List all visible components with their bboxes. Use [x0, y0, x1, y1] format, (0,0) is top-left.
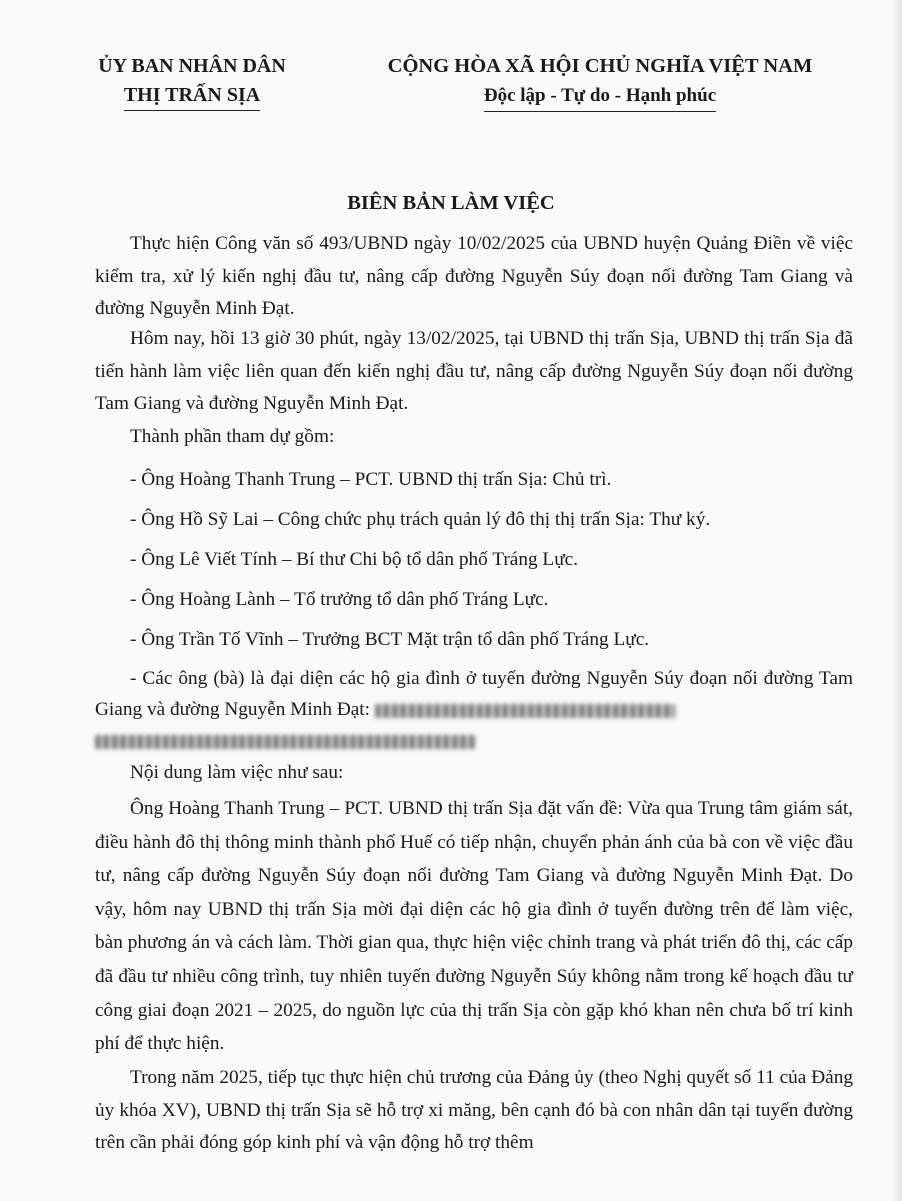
paragraph-1: Thực hiện Công văn số 493/UBND ngày 10/02/2025 của UBND huyện Quảng Điền về việc kiểm tra, xử lý kiến nghị đầu tư, nâng cấp đường Nguyễn Súy đoạn nối đường Tam Giang và đường Nguyễn Minh Đạt. — [95, 233, 853, 319]
agency-line-2: THỊ TRẤN SỊA — [124, 81, 260, 111]
paragraph-4: Trong năm 2025, tiếp tục thực hiện chủ trương của Đảng ủy (theo Nghị quyết số 11 của Đảng ủy khóa XV), UBND thị trấn Sịa sẽ hỗ trợ xi măng, bên cạnh đó bà con nhân dân tại tuyến đường trên cần phải đóng góp kinh phí và vận động hỗ trợ thêm — [95, 1067, 853, 1153]
attendee-households: - Các ông (bà) là đại diện các hộ gia đình ở tuyến đường Nguyễn Súy đoạn nối đường Tam Giang và đường Nguyễn Minh Đạt: — [95, 663, 853, 756]
paragraph-2: Hôm nay, hồi 13 giờ 30 phút, ngày 13/02/2025, tại UBND thị trấn Sịa, UBND thị trấn Sịa đã tiến hành làm việc liên quan đến kiến nghị đầu tư, nâng cấp đường Nguyễn Súy đoạn nối đường Tam Giang và đường Nguyễn Minh Đạt. — [95, 328, 853, 414]
redacted-names-1 — [375, 704, 675, 718]
attendee-5: - Ông Trần Tố Vĩnh – Trưởng BCT Mặt trận tổ dân phố Tráng Lực. — [130, 629, 650, 650]
attendee-1: - Ông Hoàng Thanh Trung – PCT. UBND thị trấn Sịa: Chủ trì. — [130, 469, 612, 490]
redacted-names-2 — [95, 735, 475, 749]
attendee-3: - Ông Lê Viết Tính – Bí thư Chi bộ tổ dân phố Tráng Lực. — [130, 549, 579, 570]
attendee-2: - Ông Hồ Sỹ Lai – Công chức phụ trách quản lý đô thị thị trấn Sịa: Thư ký. — [130, 509, 711, 530]
national-heading — [360, 52, 840, 112]
issuing-agency — [62, 52, 322, 111]
document-title: BIÊN BẢN LÀM VIỆC — [347, 192, 555, 214]
paragraph-3: Ông Hoàng Thanh Trung – PCT. UBND thị trấn Sịa đặt vấn đề: Vừa qua Trung tâm giám sát, điều hành đô thị thông minh thành phố Huế có tiếp nhận, chuyển phản ánh của bà con về việc đầu tư, nâng cấp đường Nguyễn Súy đoạn nối đường Tam Giang và đường Nguyễn Minh Đạt. Do vậy, hôm nay UBND thị trấn Sịa mời đại diện các hộ gia đình ở tuyến đường trên để làm việc, bàn phương án và cách làm. Thời gian qua, thực hiện việc chỉnh trang và phát triển đô thị, các cấp đã đầu tư nhiều công trình, tuy nhiên tuyến đường Nguyễn Súy không nằm trong kế hoạch đầu tư công giai đoạn 2021 – 2025, do nguồn lực của thị trấn Sịa còn gặp khó khan nên chưa bố trí kinh phí để thực hiện. — [95, 798, 853, 1055]
country-name: CỘNG HÒA XÃ HỘI CHỦ NGHĨA VIỆT NAM — [387, 55, 813, 77]
attendees-heading: Thành phần tham dự gồm: — [130, 426, 335, 447]
agency-line-1: ỦY BAN NHÂN DÂN — [98, 55, 286, 77]
attendee-4: - Ông Hoàng Lành – Tổ trưởng tổ dân phố Tráng Lực. — [130, 589, 549, 610]
content-heading: Nội dung làm việc như sau: — [130, 762, 344, 783]
national-motto: Độc lập - Tự do - Hạnh phúc — [484, 81, 716, 112]
page-edge-shadow — [892, 0, 902, 1201]
